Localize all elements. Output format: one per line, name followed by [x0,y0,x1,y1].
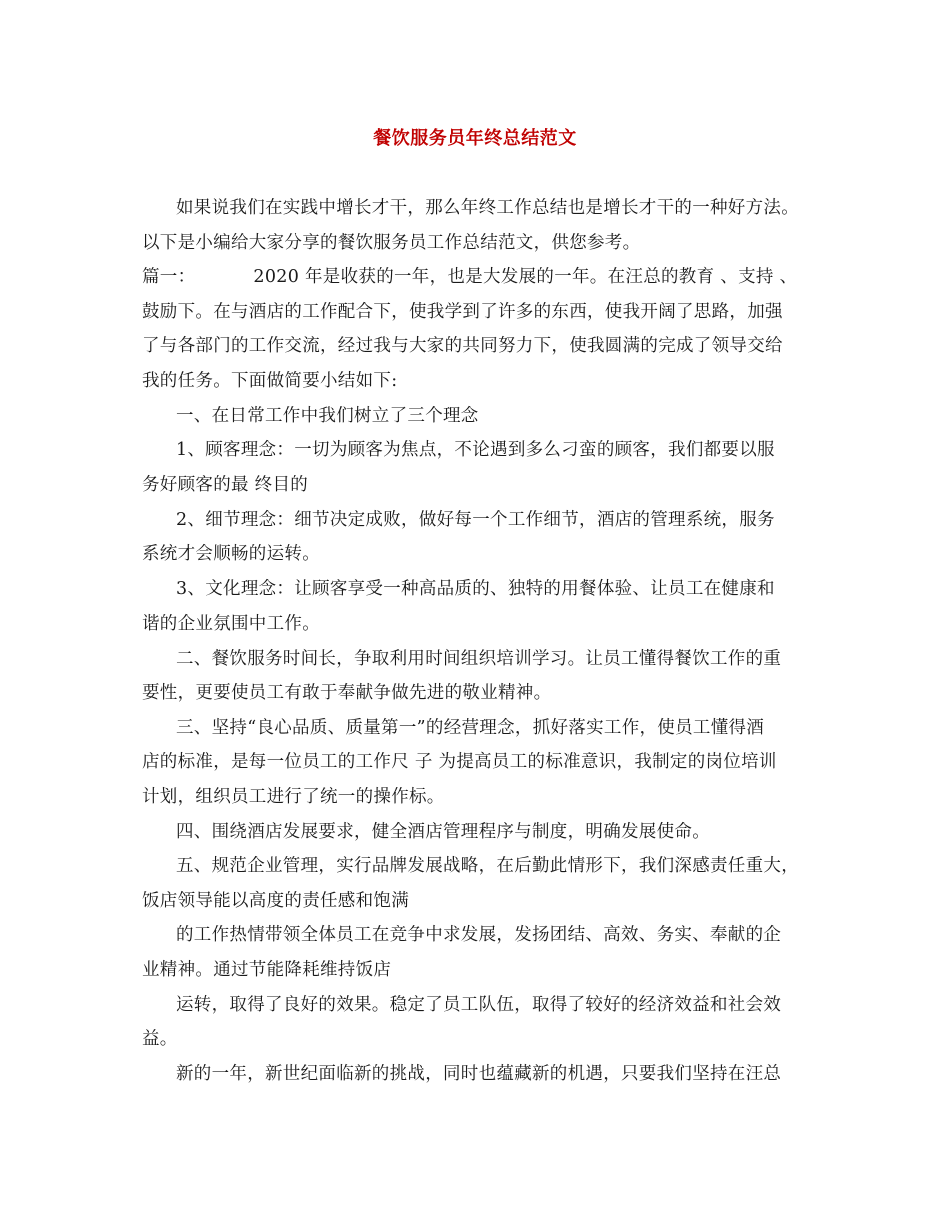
paragraph-line: 如果说我们在实践中增长才干，那么年终工作总结也是增长才干的一种好方法。 [176,198,799,218]
paragraph-line: 谐的企业氛围中工作。 [142,614,320,634]
paragraph-line: 业精神。通过节能降耗维持饭店 [142,960,392,980]
paragraph-line: 了与各部门的工作交流，经过我与大家的共同努力下，使我圆满的完成了领导交给 [142,336,783,356]
paragraph-line: 益。 [142,1029,178,1049]
section-label: 篇一： [142,267,196,287]
paragraph-line: 饭店领导能以高度的责任感和饱满 [142,891,409,911]
paragraph-line: 以下是小编给大家分享的餐饮服务员工作总结范文，供您参考。 [142,233,641,253]
paragraph-line: 二、餐饮服务时间长，争取利用时间组织培训学习。让员工懂得餐饮工作的重 [176,649,782,669]
paragraph-line: 1、顾客理念：一切为顾客为焦点，不论遇到多么刁蛮的顾客，我们都要以服 [176,440,775,460]
paragraph-line: 店的标准，是每一位员工的工作尺 子 为提高员工的标准意识，我制定的岗位培训 [142,752,777,772]
paragraph-line [142,267,797,287]
paragraph-line: 一、在日常工作中我们树立了三个理念 [176,406,479,426]
paragraph-line: 运转，取得了良好的效果。稳定了员工队伍，取得了较好的经济效益和社会效 [176,995,782,1015]
paragraph-line: 务好顾客的最 终目的 [142,475,309,495]
paragraph-line: 四、围绕酒店发展要求，健全酒店管理程序与制度，明确发展使命。 [176,822,710,842]
paragraph-line: 三、坚持“良心品质、质量第一”的经营理念，抓好落实工作，使员工懂得酒 [176,718,765,738]
paragraph-line: 计划，组织员工进行了统一的操作标。 [142,787,445,807]
paragraph-line: 要性，更要使员工有敢于奉献争做先进的敬业精神。 [142,683,552,703]
paragraph-line: 我的任务。下面做简要小结如下: [142,371,398,391]
paragraph-line: 新的一年，新世纪面临新的挑战，同时也蕴藏新的机遇，只要我们坚持在汪总 [176,1064,782,1084]
paragraph-line: 2、细节理念：细节决定成败，做好每一个工作细节，酒店的管理系统，服务 [176,510,775,530]
paragraph-line: 鼓励下。在与酒店的工作配合下，使我学到了许多的东西，使我开阔了思路，加强 [142,302,783,322]
document-title: 餐饮服务员年终总结范文 [373,128,577,149]
section-text: 2020 年是收获的一年，也是大发展的一年。在汪总的教育 、支持 、 [253,267,798,287]
paragraph-line: 3、文化理念：让顾客享受一种高品质的、独特的用餐体验、让员工在健康和 [176,579,775,599]
paragraph-line: 五、规范企业管理，实行品牌发展战略，在后勤此情形下，我们深感责任重大， [176,856,799,876]
paragraph-line: 系统才会顺畅的运转。 [142,544,320,564]
paragraph-line: 的工作热情带领全体员工在竞争中求发展，发扬团结、高效、务实、奉献的企 [176,925,782,945]
